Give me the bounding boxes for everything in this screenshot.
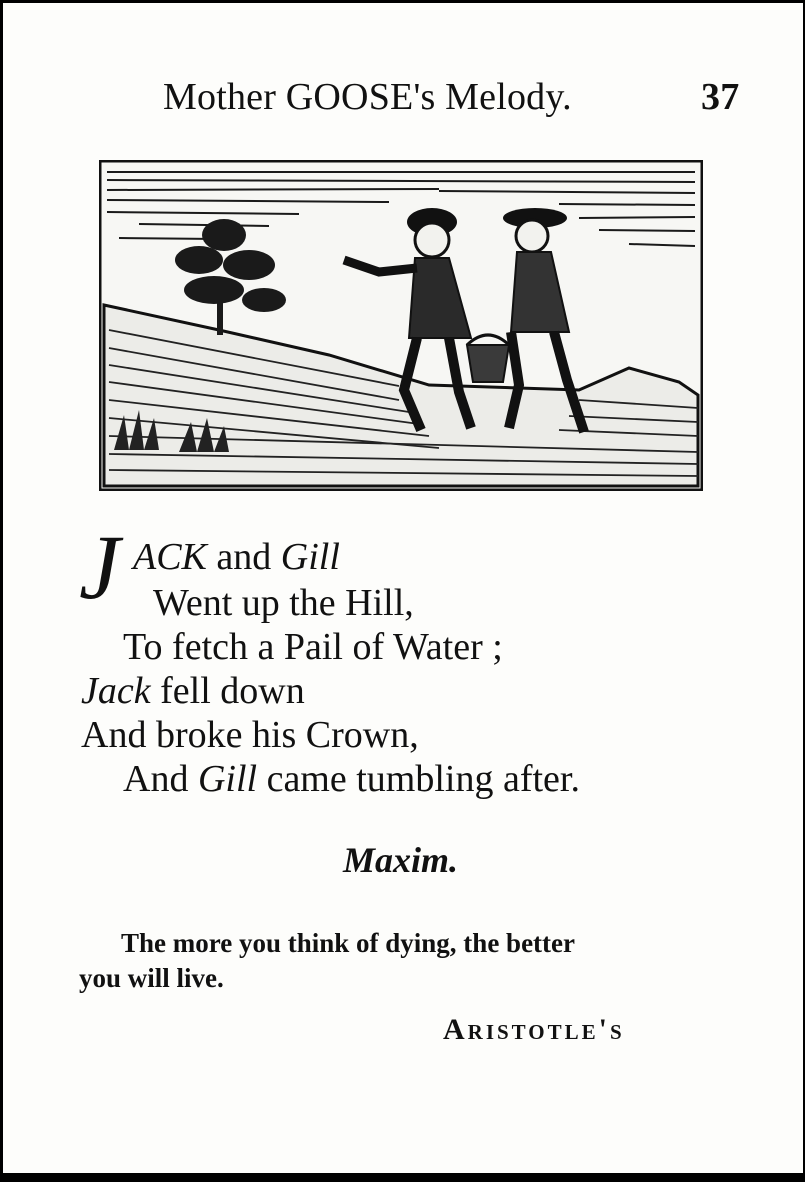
rhyme-line-3: To fetch a Pail of Water ;	[123, 626, 503, 668]
maxim-attribution: Aristotle's	[443, 1013, 625, 1046]
rhyme-line-1-and: and	[206, 536, 281, 578]
rhyme-line-4-rest: fell down	[150, 670, 305, 712]
rhyme-line-6-and: And	[123, 758, 198, 800]
rhyme-line-6-gill: Gill	[197, 758, 258, 800]
maxim-heading: Maxim.	[343, 840, 459, 880]
rhyme-line-6-rest: came tumbling after.	[257, 758, 580, 800]
rhyme-line-4	[81, 669, 305, 713]
maxim-line-1: The more you think of dying, the better	[121, 928, 576, 958]
drop-cap: J	[79, 516, 120, 618]
book-page	[3, 3, 803, 1173]
rhyme-line-2: Went up the Hill,	[153, 582, 414, 624]
header-title: Mother GOOSE's Melody.	[163, 76, 572, 118]
nursery-rhyme	[3, 3, 805, 1182]
rhyme-line-5: And broke his Crown,	[81, 714, 419, 756]
maxim-line-2: you will live.	[79, 963, 224, 993]
rhyme-line-4-jack: Jack	[81, 670, 151, 712]
rhyme-line-1	[133, 535, 340, 579]
rhyme-line-1-ack: ACK	[133, 536, 207, 578]
rhyme-line-6	[123, 757, 580, 801]
page-number: 37	[701, 76, 740, 118]
rhyme-line-1-gill: Gill	[280, 536, 340, 578]
